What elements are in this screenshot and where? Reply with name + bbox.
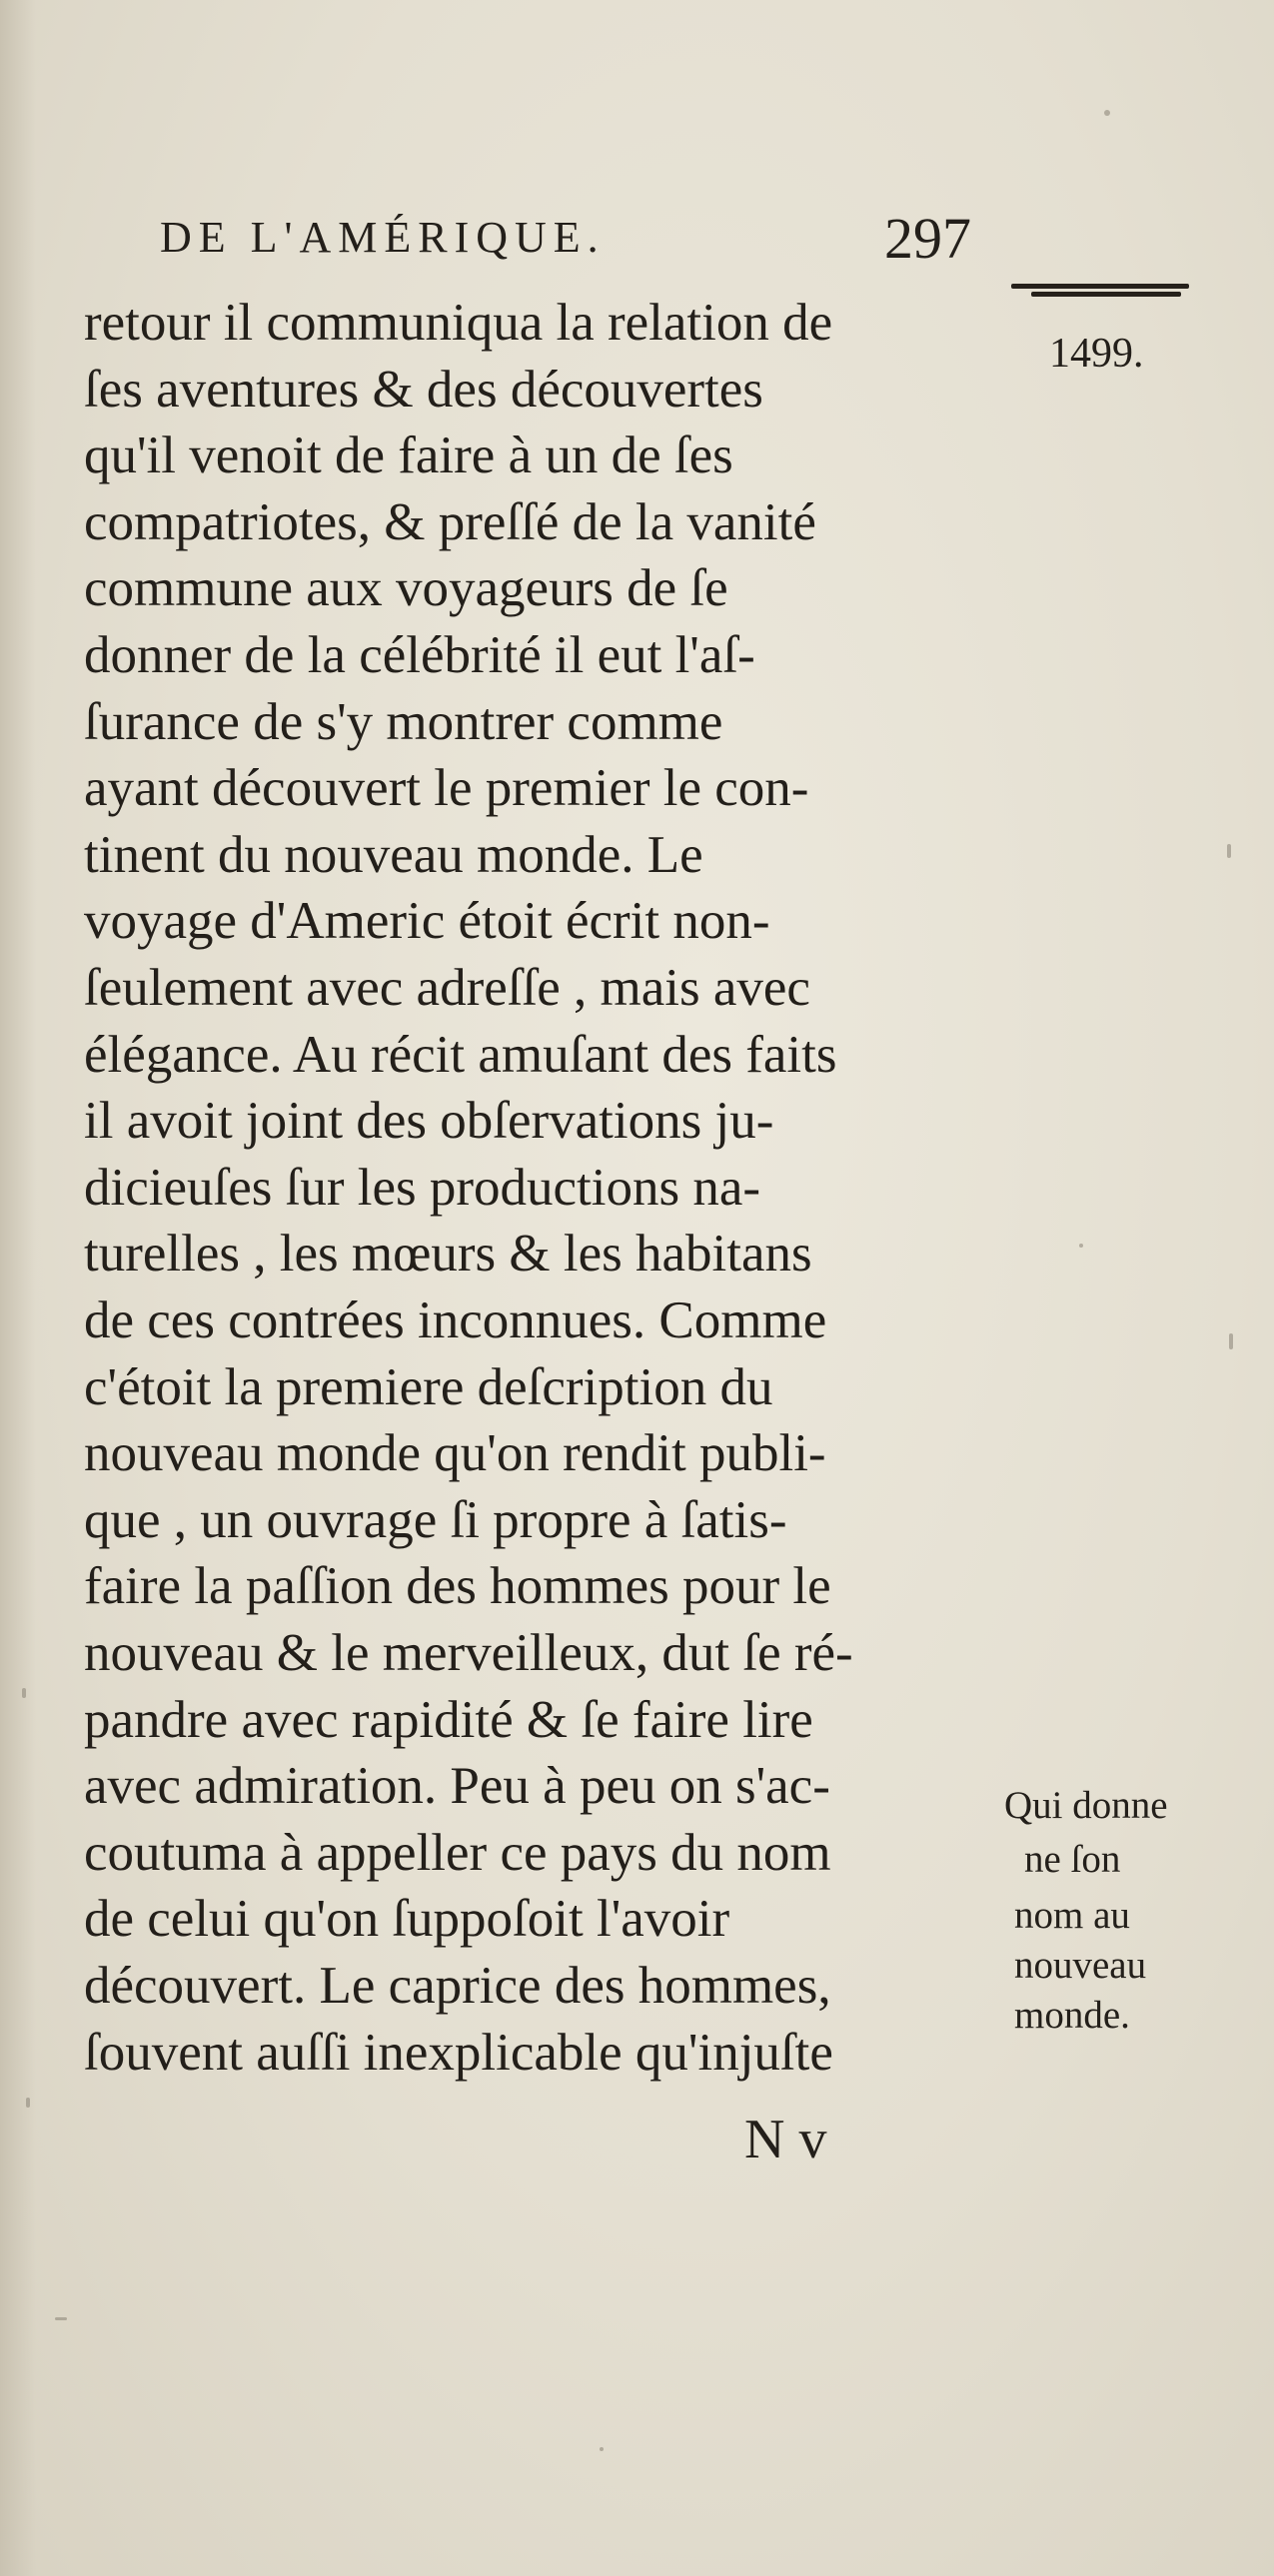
paper-speck bbox=[22, 1688, 26, 1698]
text-line: voyage d'Americ étoit écrit non- bbox=[84, 892, 770, 951]
text-line: ſeulement avec adreſſe , mais avec bbox=[84, 959, 810, 1017]
text-line: ſurance de s'y montrer comme bbox=[84, 692, 723, 751]
text-line: élégance. Au récit amuſant des faits bbox=[84, 1025, 837, 1084]
side-note-line: nouveau bbox=[1014, 1944, 1147, 1987]
paper-speck bbox=[55, 2317, 67, 2320]
text-line: que , un ouvrage ſi propre à ſatis- bbox=[84, 1490, 787, 1549]
running-head: DE L'AMÉRIQUE. bbox=[160, 213, 606, 262]
text-line: pandre avec rapidité & ſe faire lire bbox=[84, 1690, 813, 1749]
signature-mark: N v bbox=[744, 2109, 827, 2170]
text-line: turelles , les mœurs & les habitans bbox=[84, 1225, 812, 1284]
text-line: commune aux voyageurs de ſe bbox=[84, 559, 728, 618]
paper-speck bbox=[1104, 110, 1110, 116]
spine-shadow bbox=[0, 0, 36, 2576]
text-line: tinent du nouveau monde. Le bbox=[84, 825, 703, 884]
text-line: nouveau & le merveilleux, dut ſe ré- bbox=[84, 1624, 853, 1682]
text-line: il avoit joint des obſervations ju- bbox=[84, 1092, 774, 1151]
text-line: coutuma à appeller ce pays du nom bbox=[84, 1823, 831, 1882]
text-line: faire la paſſion des hommes pour le bbox=[84, 1557, 831, 1616]
text-line: ſouvent auſſi inexplicable qu'injuſte bbox=[84, 2023, 833, 2082]
paper-speck bbox=[600, 2447, 604, 2451]
text-line: découvert. Le caprice des hommes, bbox=[84, 1957, 831, 2015]
margin-rule bbox=[1011, 284, 1191, 298]
paper-speck bbox=[1229, 1333, 1233, 1349]
paper-speck bbox=[1079, 1244, 1083, 1248]
text-line: de ces contrées inconnues. Comme bbox=[84, 1291, 827, 1349]
margin-year: 1499. bbox=[1049, 331, 1144, 377]
side-note-line: Qui donne bbox=[1004, 1784, 1168, 1827]
text-line: qu'il venoit de faire à un de ſes bbox=[84, 427, 733, 485]
text-line: de celui qu'on ſuppoſoit l'avoir bbox=[84, 1890, 730, 1949]
text-line: compatriotes, & preſſé de la vanité bbox=[84, 492, 816, 551]
text-line: retour il communiqua la relation de bbox=[84, 294, 833, 352]
text-line: ayant découvert le premier le con- bbox=[84, 759, 809, 818]
text-line: dicieuſes ſur les productions na- bbox=[84, 1158, 761, 1217]
side-note-line: nom au bbox=[1014, 1894, 1130, 1937]
text-line: c'étoit la premiere deſcription du bbox=[84, 1357, 773, 1416]
paper-speck bbox=[26, 2098, 30, 2108]
text-line: avec admiration. Peu à peu on s'ac- bbox=[84, 1757, 830, 1816]
paper-speck bbox=[1227, 844, 1231, 858]
text-line: donner de la célébrité il eut l'aſ- bbox=[84, 626, 755, 684]
side-note-line: ne ſon bbox=[1024, 1838, 1121, 1881]
side-note-line: monde. bbox=[1014, 1994, 1130, 2037]
text-line: nouveau monde qu'on rendit publi- bbox=[84, 1424, 826, 1483]
text-line: ſes aventures & des découvertes bbox=[84, 360, 763, 419]
page-number: 297 bbox=[884, 206, 971, 271]
